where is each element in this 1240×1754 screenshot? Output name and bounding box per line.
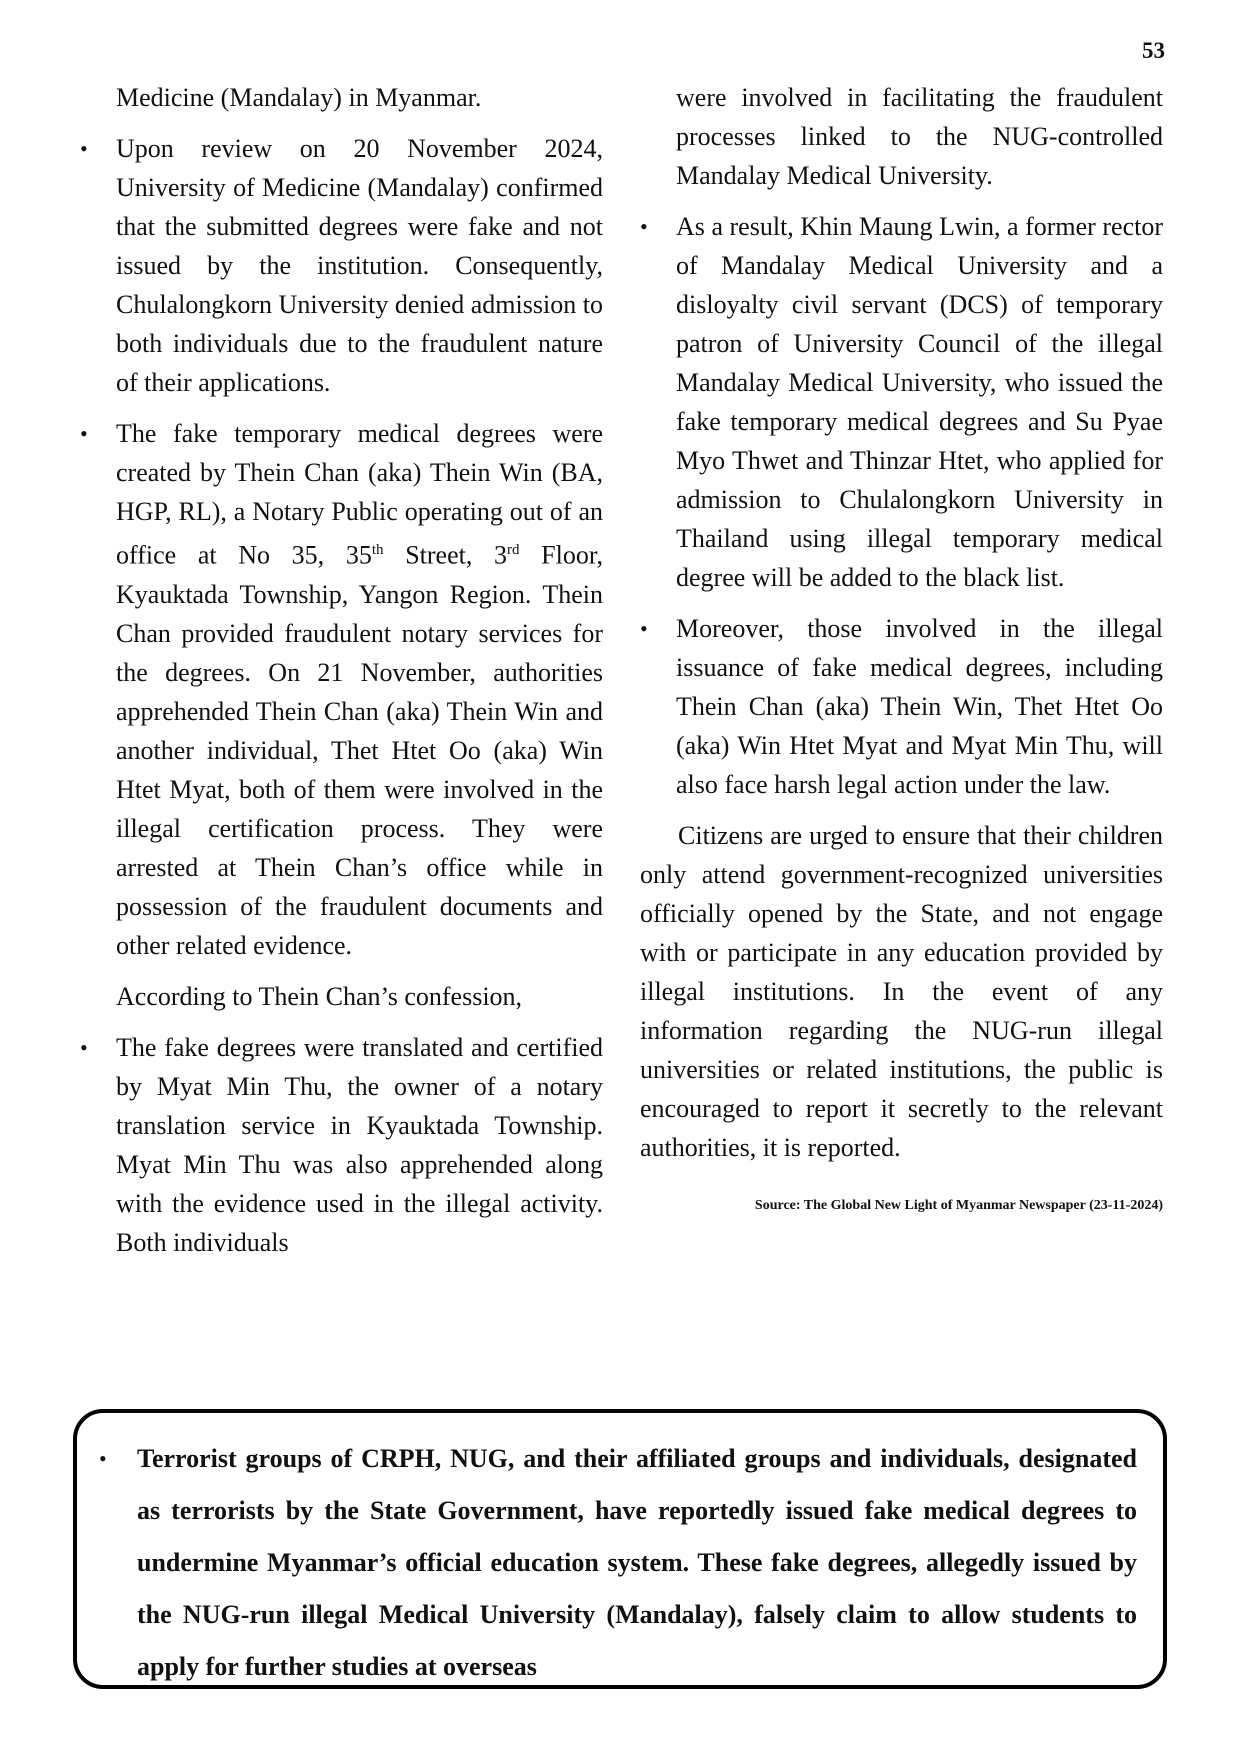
bullet-icon: • (99, 1446, 107, 1471)
highlight-text: Terrorist groups of CRPH, NUG, and their affiliated groups and individuals, designated as terrorists by the State Government, have reportedly issued fake medical degrees to undermine Myanmar’s official education system. These fake degrees, allegedly issued by the NUG-run illegal Medical University (Mandalay), falsely claim to allow students to apply for further studies at overseas (137, 1444, 1137, 1681)
page-number: 53 (1142, 38, 1165, 63)
bullet-text: Street, 3 (383, 540, 508, 570)
paragraph-citizens: Citizens are urged to ensure that their children only attend government-recognized universities officially opened by the State, and not engage with or participate in any education provided by illegal institutions. In the event of any information regarding the NUG-run illegal universities or related institutions, the public is encouraged to report it secretly to the relevant authorities, it is reported. (640, 821, 1163, 1162)
bullet-translation: • The fake degrees were translated and certified by Myat Min Thu, the owner of a notary translation service in Kyauktada Township. Myat Min Thu was also apprehended along with the evidence used in the illegal activity. Both individuals (80, 1028, 603, 1262)
right-column (640, 78, 1163, 1215)
bullet-thein-chan (80, 414, 603, 965)
bullet-text: Floor, Kyauktada Township, Yangon Region. Thein Chan provided fraudulent notary services for the degrees. On 21 November, authorities apprehended Thein Chan (aka) Thein Win and another individual, Thet Htet Oo (aka) Win Htet Myat, both of them were involved in the illegal certification process. They were arrested at Thein Chan’s office while in possession of the fraudulent documents and other related evidence. (116, 540, 603, 960)
source-citation: Source: The Global New Light of Myanmar Newspaper (23-11-2024) (754, 1198, 1163, 1213)
superscript-th: th (371, 542, 384, 558)
bullet-legal-action: • Moreover, those involved in the illegal issuance of fake medical degrees, including Thein Chan (aka) Thein Win, Thet Htet Oo (aka) Win Htet Myat and Myat Min Thu, will also face harsh legal action under the law. (640, 609, 1163, 804)
bullet-review: • Upon review on 20 November 2024, University of Medicine (Mandalay) confirmed that the submitted degrees were fake and not issued by the institution. Consequently, Chulalongkorn University denied admission to both individuals due to the fraudulent nature of their applications. (80, 129, 603, 402)
highlight-box (73, 1409, 1167, 1689)
left-column (80, 78, 603, 1262)
paragraph-continuation: were involved in facilitating the fraudulent processes linked to the NUG-controlled Mandalay Medical University. (676, 83, 1163, 190)
superscript-rd: rd (507, 542, 520, 558)
bullet-text: The fake temporary medical degrees were created by Thein Chan (aka) Thein Win (BA, HGP, RL), a Notary Public operating out of an office at No 35, 35 (116, 419, 603, 570)
paragraph-confession: According to Thein Chan’s confession, (116, 981, 523, 1011)
bullet-blacklist: • As a result, Khin Maung Lwin, a former rector of Mandalay Medical University and a disloyalty civil servant (DCS) of temporary patron of University Council of the illegal Mandalay Medical University, who issued the fake temporary medical degrees and Su Pyae Myo Thwet and Thinzar Htet, who applied for admission to Chulalongkorn University in Thailand using illegal temporary medical degree will be added to the black list. (640, 207, 1163, 597)
paragraph-continuation: Medicine (Mandalay) in Myanmar. (116, 83, 482, 112)
